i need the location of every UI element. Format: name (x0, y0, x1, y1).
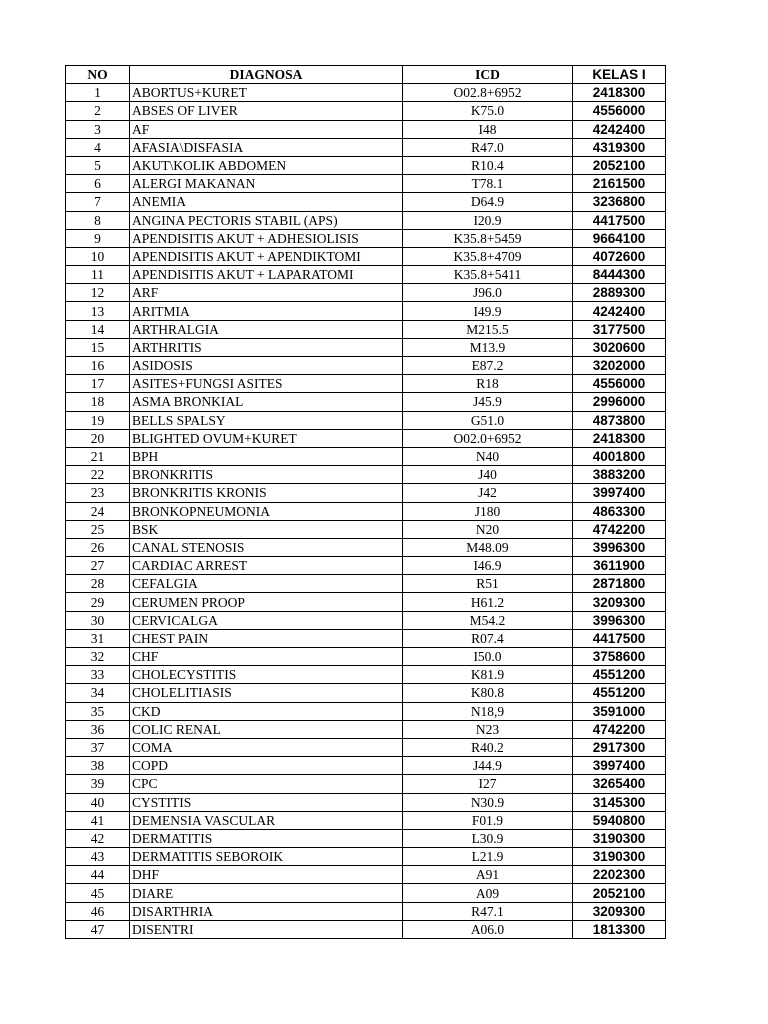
diagnosis-cost-table (65, 65, 666, 939)
cell-icd: A06.0 (403, 920, 573, 938)
cell-no: 13 (66, 302, 130, 320)
cell-diagnosa: CKD (130, 702, 403, 720)
cell-icd: H61.2 (403, 593, 573, 611)
cell-no: 11 (66, 266, 130, 284)
cell-icd: I49.9 (403, 302, 573, 320)
cell-kelas-i: 4072600 (573, 247, 666, 265)
table-body (66, 84, 666, 939)
cell-no: 17 (66, 375, 130, 393)
cell-kelas-i: 3996300 (573, 538, 666, 556)
cell-icd: A91 (403, 866, 573, 884)
table-row (66, 247, 666, 265)
cell-diagnosa: ANEMIA (130, 193, 403, 211)
table-row (66, 775, 666, 793)
cell-icd: N20 (403, 520, 573, 538)
cell-no: 16 (66, 357, 130, 375)
cell-no: 34 (66, 684, 130, 702)
cell-kelas-i: 4417500 (573, 629, 666, 647)
table-row (66, 538, 666, 556)
cell-diagnosa: DISENTRI (130, 920, 403, 938)
cell-no: 9 (66, 229, 130, 247)
table-row (66, 902, 666, 920)
table-row (66, 284, 666, 302)
cell-no: 39 (66, 775, 130, 793)
cell-no: 19 (66, 411, 130, 429)
cell-no: 8 (66, 211, 130, 229)
cell-kelas-i: 3997400 (573, 484, 666, 502)
cell-icd: G51.0 (403, 411, 573, 429)
cell-icd: N23 (403, 720, 573, 738)
cell-diagnosa: AF (130, 120, 403, 138)
cell-diagnosa: COMA (130, 738, 403, 756)
cell-icd: F01.9 (403, 811, 573, 829)
cell-diagnosa: DISARTHRIA (130, 902, 403, 920)
cell-no: 27 (66, 557, 130, 575)
cell-no: 35 (66, 702, 130, 720)
cell-kelas-i: 3996300 (573, 611, 666, 629)
cell-icd: I50.0 (403, 648, 573, 666)
cell-no: 44 (66, 866, 130, 884)
cell-kelas-i: 3236800 (573, 193, 666, 211)
table-row (66, 175, 666, 193)
cell-no: 29 (66, 593, 130, 611)
cell-icd: M215.5 (403, 320, 573, 338)
cell-kelas-i: 2202300 (573, 866, 666, 884)
table-row (66, 120, 666, 138)
table-row (66, 520, 666, 538)
cell-diagnosa: CHF (130, 648, 403, 666)
cell-icd: J44.9 (403, 757, 573, 775)
cell-kelas-i: 4556000 (573, 375, 666, 393)
cell-diagnosa: ABORTUS+KURET (130, 84, 403, 102)
cell-diagnosa: APENDISITIS AKUT + APENDIKTOMI (130, 247, 403, 265)
table-row (66, 266, 666, 284)
cell-diagnosa: ALERGI MAKANAN (130, 175, 403, 193)
cell-kelas-i: 4551200 (573, 666, 666, 684)
cell-no: 20 (66, 429, 130, 447)
cell-diagnosa: DERMATITIS (130, 829, 403, 847)
table-row (66, 811, 666, 829)
cell-icd: J45.9 (403, 393, 573, 411)
cell-icd: L30.9 (403, 829, 573, 847)
cell-diagnosa: CARDIAC ARREST (130, 557, 403, 575)
table-row (66, 466, 666, 484)
cell-icd: K80.8 (403, 684, 573, 702)
cell-diagnosa: AFASIA\DISFASIA (130, 138, 403, 156)
table-row (66, 84, 666, 102)
cell-diagnosa: ASMA BRONKIAL (130, 393, 403, 411)
cell-no: 41 (66, 811, 130, 829)
cell-kelas-i: 4551200 (573, 684, 666, 702)
cell-icd: R07.4 (403, 629, 573, 647)
cell-icd: O02.8+6952 (403, 84, 573, 102)
cell-no: 10 (66, 247, 130, 265)
cell-diagnosa: BRONKOPNEUMONIA (130, 502, 403, 520)
table-row (66, 320, 666, 338)
cell-no: 46 (66, 902, 130, 920)
cell-kelas-i: 4742200 (573, 520, 666, 538)
cell-no: 42 (66, 829, 130, 847)
cell-no: 38 (66, 757, 130, 775)
cell-icd: R18 (403, 375, 573, 393)
cell-no: 4 (66, 138, 130, 156)
cell-icd: K35.8+5459 (403, 229, 573, 247)
table-row (66, 393, 666, 411)
table-row (66, 648, 666, 666)
cell-kelas-i: 4742200 (573, 720, 666, 738)
header-row (66, 66, 666, 84)
cell-icd: N40 (403, 447, 573, 465)
cell-diagnosa: CPC (130, 775, 403, 793)
table-row (66, 738, 666, 756)
cell-icd: K75.0 (403, 102, 573, 120)
cell-diagnosa: ARTHRALGIA (130, 320, 403, 338)
cell-kelas-i: 3020600 (573, 338, 666, 356)
table-row (66, 593, 666, 611)
cell-icd: N30.9 (403, 793, 573, 811)
table-row (66, 138, 666, 156)
cell-no: 36 (66, 720, 130, 738)
cell-diagnosa: ANGINA PECTORIS STABIL (APS) (130, 211, 403, 229)
cell-diagnosa: DHF (130, 866, 403, 884)
cell-kelas-i: 4556000 (573, 102, 666, 120)
cell-no: 5 (66, 156, 130, 174)
cell-diagnosa: APENDISITIS AKUT + LAPARATOMI (130, 266, 403, 284)
cell-kelas-i: 4417500 (573, 211, 666, 229)
table-row (66, 429, 666, 447)
cell-kelas-i: 4863300 (573, 502, 666, 520)
cell-icd: E87.2 (403, 357, 573, 375)
cell-icd: M54.2 (403, 611, 573, 629)
table-row (66, 629, 666, 647)
cell-diagnosa: AKUT\KOLIK ABDOMEN (130, 156, 403, 174)
cell-no: 37 (66, 738, 130, 756)
cell-diagnosa: ARF (130, 284, 403, 302)
cell-diagnosa: BRONKRITIS KRONIS (130, 484, 403, 502)
cell-icd: I20.9 (403, 211, 573, 229)
cell-icd: A09 (403, 884, 573, 902)
table-row (66, 338, 666, 356)
column-header-no: NO (66, 66, 130, 84)
cell-no: 31 (66, 629, 130, 647)
cell-kelas-i: 2917300 (573, 738, 666, 756)
cell-no: 1 (66, 84, 130, 102)
table-row (66, 866, 666, 884)
cell-no: 3 (66, 120, 130, 138)
cell-kelas-i: 1813300 (573, 920, 666, 938)
cell-kelas-i: 2871800 (573, 575, 666, 593)
cell-icd: J96.0 (403, 284, 573, 302)
column-header-diagnosa: DIAGNOSA (130, 66, 403, 84)
column-header-icd: ICD (403, 66, 573, 84)
cell-kelas-i: 4242400 (573, 302, 666, 320)
table-row (66, 684, 666, 702)
cell-kelas-i: 3209300 (573, 593, 666, 611)
cell-diagnosa: BRONKRITIS (130, 466, 403, 484)
cell-diagnosa: BSK (130, 520, 403, 538)
cell-kelas-i: 2889300 (573, 284, 666, 302)
cell-diagnosa: ASIDOSIS (130, 357, 403, 375)
cell-no: 28 (66, 575, 130, 593)
cell-no: 26 (66, 538, 130, 556)
cell-kelas-i: 3202000 (573, 357, 666, 375)
cell-icd: I27 (403, 775, 573, 793)
cell-no: 18 (66, 393, 130, 411)
table-row (66, 229, 666, 247)
cell-kelas-i: 3265400 (573, 775, 666, 793)
cell-kelas-i: 3190300 (573, 829, 666, 847)
cell-icd: M13.9 (403, 338, 573, 356)
cell-icd: R51 (403, 575, 573, 593)
table-row (66, 557, 666, 575)
cell-kelas-i: 4319300 (573, 138, 666, 156)
cell-diagnosa: COLIC RENAL (130, 720, 403, 738)
table-row (66, 375, 666, 393)
cell-icd: J180 (403, 502, 573, 520)
cell-kelas-i: 4873800 (573, 411, 666, 429)
cell-icd: T78.1 (403, 175, 573, 193)
table-row (66, 702, 666, 720)
table-row (66, 102, 666, 120)
cell-diagnosa: CHEST PAIN (130, 629, 403, 647)
cell-kelas-i: 3883200 (573, 466, 666, 484)
cell-no: 2 (66, 102, 130, 120)
table-row (66, 720, 666, 738)
cell-kelas-i: 4001800 (573, 447, 666, 465)
cell-icd: K35.8+4709 (403, 247, 573, 265)
table-row (66, 411, 666, 429)
cell-kelas-i: 2052100 (573, 156, 666, 174)
cell-diagnosa: ASITES+FUNGSI ASITES (130, 375, 403, 393)
cell-icd: M48.09 (403, 538, 573, 556)
cell-icd: K81.9 (403, 666, 573, 684)
cell-icd: R47.1 (403, 902, 573, 920)
table-row (66, 156, 666, 174)
cell-diagnosa: DIARE (130, 884, 403, 902)
cell-no: 21 (66, 447, 130, 465)
cell-kelas-i: 3591000 (573, 702, 666, 720)
table-row (66, 829, 666, 847)
cell-icd: R40.2 (403, 738, 573, 756)
cell-kelas-i: 3611900 (573, 557, 666, 575)
cell-diagnosa: DEMENSIA VASCULAR (130, 811, 403, 829)
table-row (66, 575, 666, 593)
table-row (66, 793, 666, 811)
cell-kelas-i: 4242400 (573, 120, 666, 138)
cell-diagnosa: CANAL STENOSIS (130, 538, 403, 556)
cell-diagnosa: COPD (130, 757, 403, 775)
cell-no: 22 (66, 466, 130, 484)
cell-kelas-i: 3190300 (573, 848, 666, 866)
table-row (66, 502, 666, 520)
cell-diagnosa: BLIGHTED OVUM+KURET (130, 429, 403, 447)
table-row (66, 848, 666, 866)
table-row (66, 302, 666, 320)
cell-icd: L21.9 (403, 848, 573, 866)
table-row (66, 211, 666, 229)
table-row (66, 193, 666, 211)
cell-kelas-i: 3997400 (573, 757, 666, 775)
table-row (66, 611, 666, 629)
cell-no: 25 (66, 520, 130, 538)
cell-diagnosa: CHOLELITIASIS (130, 684, 403, 702)
cell-diagnosa: BELLS SPALSY (130, 411, 403, 429)
cell-diagnosa: ARTHRITIS (130, 338, 403, 356)
cell-no: 12 (66, 284, 130, 302)
table-row (66, 920, 666, 938)
table-header (66, 66, 666, 84)
cell-icd: I48 (403, 120, 573, 138)
cell-icd: D64.9 (403, 193, 573, 211)
cell-diagnosa: CERUMEN PROOP (130, 593, 403, 611)
cell-icd: O02.0+6952 (403, 429, 573, 447)
cell-diagnosa: BPH (130, 447, 403, 465)
cell-no: 32 (66, 648, 130, 666)
cell-no: 33 (66, 666, 130, 684)
cell-diagnosa: CYSTITIS (130, 793, 403, 811)
cell-no: 30 (66, 611, 130, 629)
cell-kelas-i: 2052100 (573, 884, 666, 902)
cell-diagnosa: APENDISITIS AKUT + ADHESIOLISIS (130, 229, 403, 247)
cell-icd: N18,9 (403, 702, 573, 720)
cell-kelas-i: 3758600 (573, 648, 666, 666)
cell-icd: K35.8+5411 (403, 266, 573, 284)
cell-no: 45 (66, 884, 130, 902)
cell-diagnosa: ARITMIA (130, 302, 403, 320)
cell-no: 15 (66, 338, 130, 356)
cell-kelas-i: 5940800 (573, 811, 666, 829)
table-row (66, 884, 666, 902)
cell-no: 24 (66, 502, 130, 520)
column-header-kelas-i: KELAS I (573, 66, 666, 84)
cell-no: 7 (66, 193, 130, 211)
cell-kelas-i: 2161500 (573, 175, 666, 193)
table-row (66, 484, 666, 502)
table-row (66, 666, 666, 684)
cell-icd: R47.0 (403, 138, 573, 156)
table-row (66, 757, 666, 775)
cell-no: 47 (66, 920, 130, 938)
cell-kelas-i: 2418300 (573, 429, 666, 447)
cell-kelas-i: 2418300 (573, 84, 666, 102)
table-row (66, 357, 666, 375)
cell-no: 6 (66, 175, 130, 193)
table-row (66, 447, 666, 465)
cell-diagnosa: DERMATITIS SEBOROIK (130, 848, 403, 866)
cell-diagnosa: ABSES OF LIVER (130, 102, 403, 120)
cell-icd: R10.4 (403, 156, 573, 174)
cell-diagnosa: CERVICALGA (130, 611, 403, 629)
cell-kelas-i: 3209300 (573, 902, 666, 920)
cell-no: 43 (66, 848, 130, 866)
cell-kelas-i: 9664100 (573, 229, 666, 247)
cell-no: 14 (66, 320, 130, 338)
cell-no: 40 (66, 793, 130, 811)
cell-no: 23 (66, 484, 130, 502)
cell-icd: J40 (403, 466, 573, 484)
cell-icd: I46.9 (403, 557, 573, 575)
cell-diagnosa: CEFALGIA (130, 575, 403, 593)
cell-kelas-i: 3145300 (573, 793, 666, 811)
cell-kelas-i: 2996000 (573, 393, 666, 411)
cell-diagnosa: CHOLECYSTITIS (130, 666, 403, 684)
cell-kelas-i: 3177500 (573, 320, 666, 338)
cell-kelas-i: 8444300 (573, 266, 666, 284)
cell-icd: J42 (403, 484, 573, 502)
